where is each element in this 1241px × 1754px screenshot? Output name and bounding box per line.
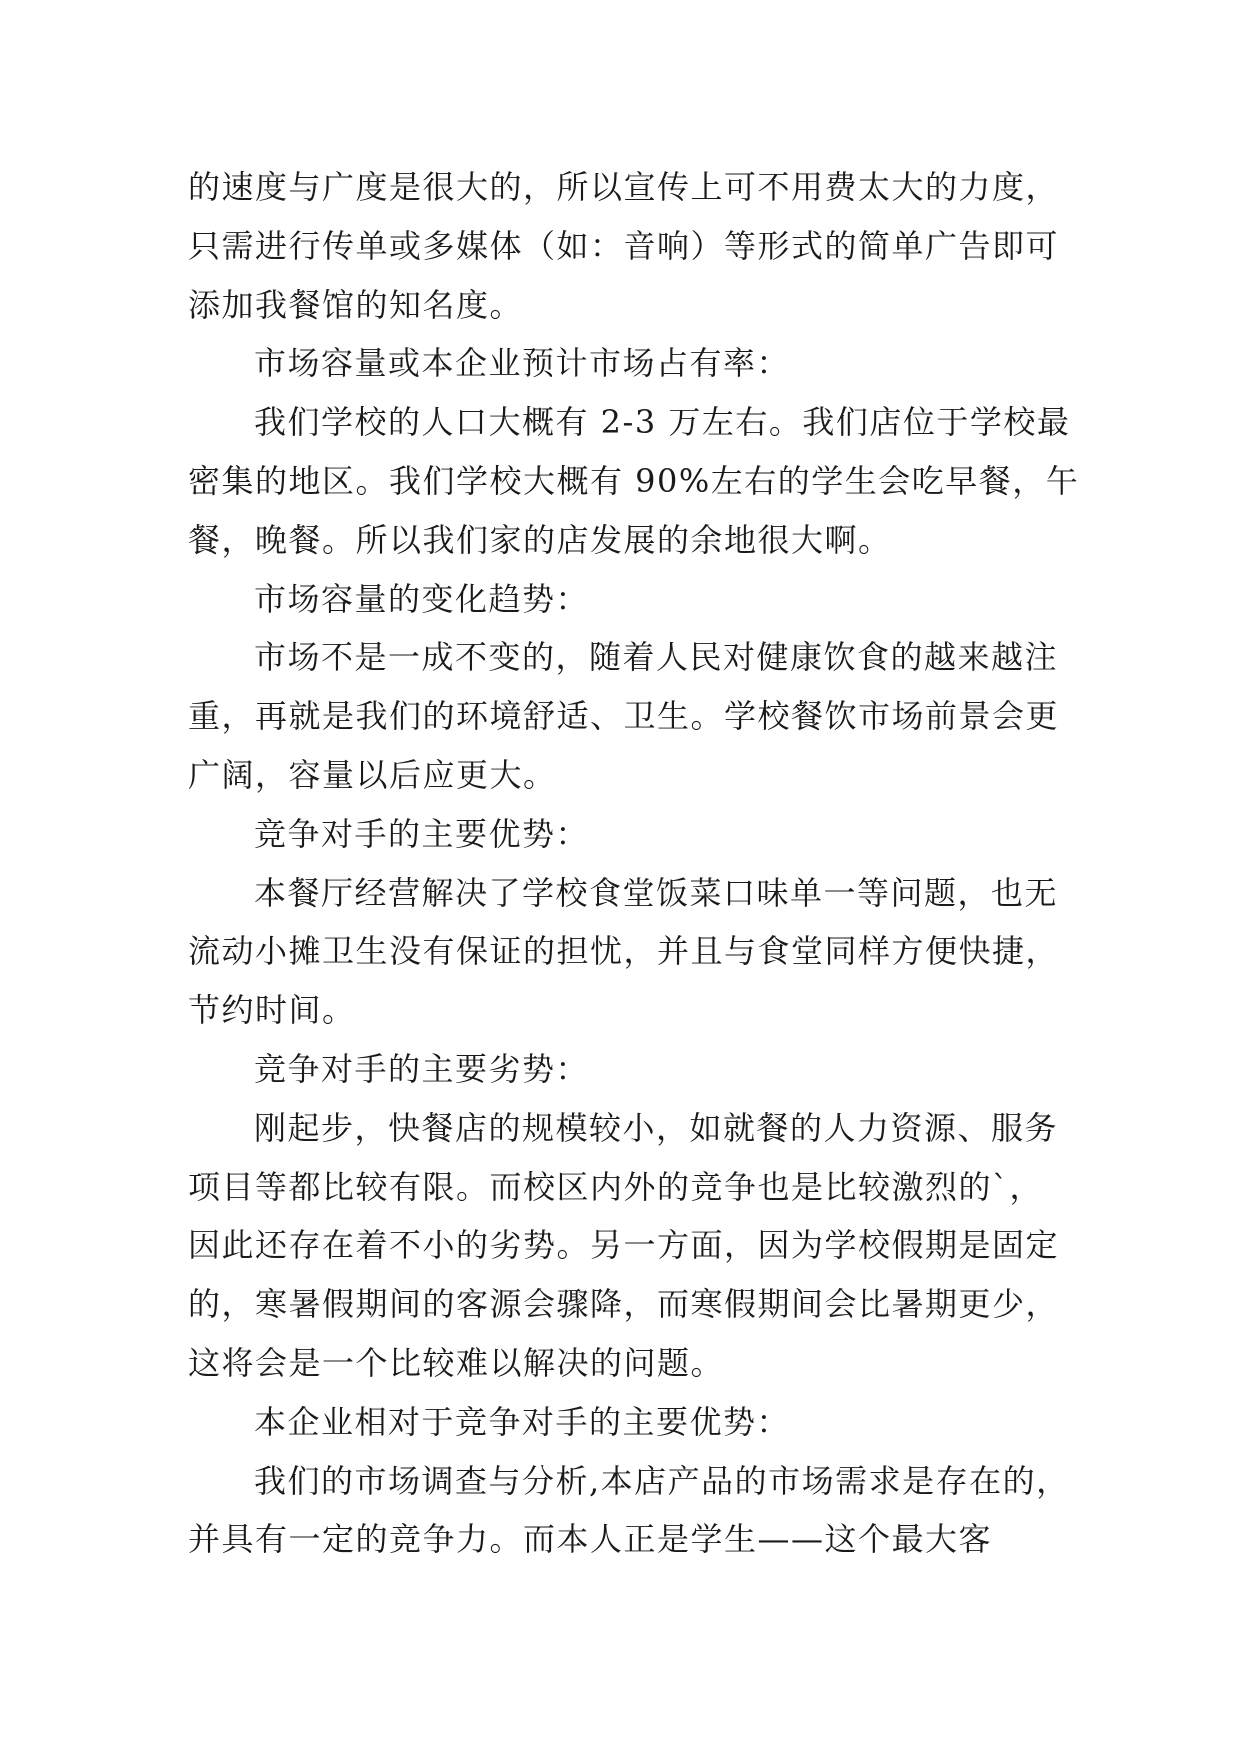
paragraph-first-line: 我们学校的人口大概有 2-3 万左右。我们店位于学校最 (254, 403, 1071, 442)
paragraph-first-line: 我们的市场调查与分析,本店产品的市场需求是存在的， (254, 1461, 1070, 1500)
section-heading: 市场容量或本企业预计市场占有率： (254, 344, 791, 383)
text-line: 重，再就是我们的环境舒适、卫生。学校餐饮市场前景会更 (188, 697, 1060, 736)
paragraph-first-line: 市场不是一成不变的，随着人民对健康饮食的越来越注 (254, 638, 1059, 677)
text-line: 这将会是一个比较难以解决的问题。 (188, 1343, 725, 1382)
document-body (188, 158, 1080, 1569)
text-line: 流动小摊卫生没有保证的担忧，并且与食堂同样方便快捷， (188, 932, 1060, 971)
text-line: 节约时间。 (188, 991, 356, 1030)
text-line: 添加我餐馆的知名度。 (188, 285, 524, 324)
text-line: 只需进行传单或多媒体（如：音响）等形式的简单广告即可 (188, 226, 1060, 265)
section-heading: 市场容量的变化趋势： (254, 579, 590, 618)
text-line: 餐，晚餐。所以我们家的店发展的余地很大啊。 (188, 520, 892, 559)
text-line: 项目等都比较有限。而校区内外的竞争也是比较激烈的`， (188, 1167, 1044, 1206)
text-line: 广阔，容量以后应更大。 (188, 755, 557, 794)
section-heading: 本企业相对于竞争对手的主要优势： (254, 1402, 791, 1441)
section-heading: 竞争对手的主要劣势： (254, 1049, 590, 1088)
text-line: 因此还存在着不小的劣势。另一方面，因为学校假期是固定 (188, 1226, 1060, 1265)
section-heading: 竞争对手的主要优势： (254, 814, 590, 853)
text-line: 的速度与广度是很大的，所以宣传上可不用费太大的力度， (188, 168, 1060, 206)
text-line: 并具有一定的竞争力。而本人正是学生——这个最大客 (188, 1520, 993, 1559)
paragraph-first-line: 本餐厅经营解决了学校食堂饭菜口味单一等问题，也无 (254, 873, 1059, 912)
text-line: 的，寒暑假期间的客源会骤降，而寒假期间会比暑期更少， (188, 1285, 1060, 1324)
paragraph-first-line: 刚起步，快餐店的规模较小，如就餐的人力资源、服务 (254, 1108, 1059, 1147)
text-line: 密集的地区。我们学校大概有 90%左右的学生会吃早餐，午 (188, 461, 1080, 500)
